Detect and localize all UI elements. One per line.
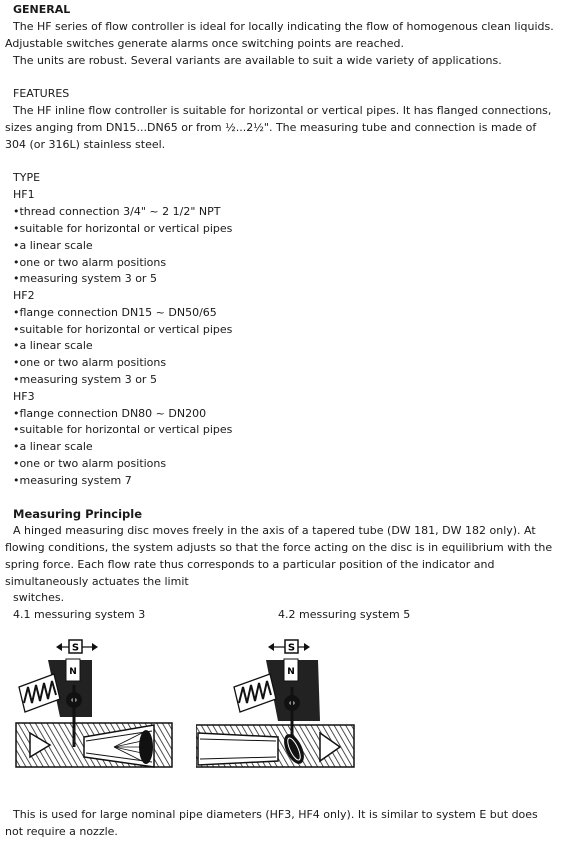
- measuring-system-5-diagram: [196, 637, 356, 769]
- footer-line-1: This is used for large nominal pipe diameters (HF3, HF4 only). It is similar to system E but does: [13, 808, 538, 821]
- tapered-tube: [198, 733, 278, 765]
- hf1-item: •one or two alarm positions: [13, 256, 167, 269]
- magnet-letter: N: [69, 667, 77, 677]
- spring: [234, 674, 276, 712]
- hf1-item: •thread connection 3/4" ~ 2 1/2" NPT: [13, 205, 221, 218]
- figure-2-caption: 4.2 messuring system 5: [278, 608, 411, 621]
- principle-line-5: switches.: [13, 591, 65, 604]
- hf1-item: •measuring system 3 or 5: [13, 272, 157, 285]
- hf1-title: HF1: [13, 188, 35, 201]
- magnet-letter: N: [287, 667, 295, 677]
- principle-line-2: flowing conditions, the system adjusts so that the force acting on the disc is in equilibrium with the: [5, 541, 553, 554]
- features-line-2: sizes anging from DN15...DN65 or from ½...2½". The measuring tube and connection is made of: [5, 121, 537, 134]
- hf2-item: •a linear scale: [13, 339, 93, 352]
- hf2-title: HF2: [13, 289, 35, 302]
- hf2-item: •one or two alarm positions: [13, 356, 167, 369]
- figure-1-caption: 4.1 messuring system 3: [13, 608, 146, 621]
- principle-line-1: A hinged measuring disc moves freely in the axis of a tapered tube (DW 181, DW 182 only). At: [13, 524, 536, 537]
- hf3-item: •suitable for horizontal or vertical pipes: [13, 423, 233, 436]
- principle-line-4: simultaneously actuates the limit: [5, 575, 189, 588]
- features-heading: FEATURES: [13, 87, 70, 100]
- general-line-3: The units are robust. Several variants are available to suit a wide variety of applications.: [13, 54, 502, 67]
- hf3-item: •measuring system 7: [13, 474, 132, 487]
- switch-letter: S: [287, 642, 296, 654]
- hf3-title: HF3: [13, 390, 35, 403]
- principle-line-3: spring force. Each flow rate thus corresponds to a particular position of the indicator and: [5, 558, 495, 571]
- general-line-2: Adjustable switches generate alarms once switching points are reached.: [5, 37, 404, 50]
- hf1-item: •suitable for horizontal or vertical pipes: [13, 222, 233, 235]
- principle-heading: Measuring Principle: [13, 507, 143, 521]
- general-line-1: The HF series of flow controller is ideal for locally indicating the flow of homogenous clean liquids.: [13, 20, 554, 33]
- hf2-item: •flange connection DN15 ~ DN50/65: [13, 306, 217, 319]
- type-heading: TYPE: [13, 171, 41, 184]
- hf2-item: •measuring system 3 or 5: [13, 373, 157, 386]
- features-line-1: The HF inline flow controller is suitable for horizontal or vertical pipes. It has flanged connections,: [13, 104, 552, 117]
- spring: [19, 674, 60, 712]
- hf2-item: •suitable for horizontal or vertical pipes: [13, 323, 233, 336]
- switch-letter: S: [71, 642, 80, 654]
- hf3-item: •a linear scale: [13, 440, 93, 453]
- hf1-item: •a linear scale: [13, 239, 93, 252]
- hf3-item: •one or two alarm positions: [13, 457, 167, 470]
- features-line-3: 304 (or 316L) stainless steel.: [5, 138, 166, 151]
- general-heading: GENERAL: [13, 3, 71, 16]
- footer-line-2: not require a nozzle.: [5, 825, 118, 838]
- hf3-item: •flange connection DN80 ~ DN200: [13, 407, 207, 420]
- measuring-system-3-diagram: [14, 637, 174, 769]
